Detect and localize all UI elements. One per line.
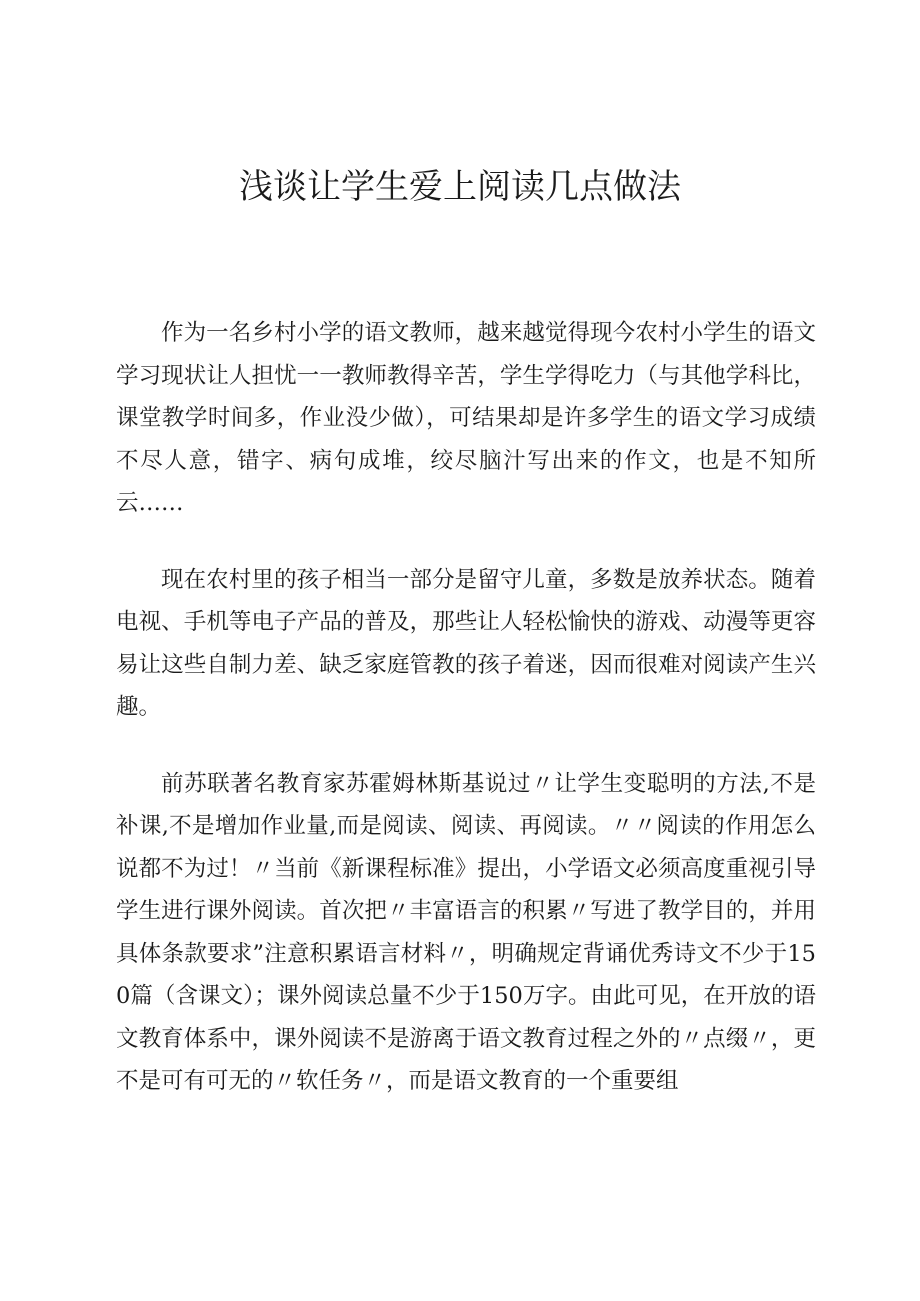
- paragraph-rural-children: 现在农村里的孩子相当一部分是留守儿童，多数是放养状态。随着电视、手机等电子产品的普及，那些让人轻松愉快的游戏、动漫等更容易让这些自制力差、缺乏家庭管教的孩子着迷，因而很难对阅读产生兴趣。: [116, 566, 816, 720]
- document-body: [116, 312, 816, 1137]
- document-title: 浅谈让学生爱上阅读几点做法: [239, 167, 681, 207]
- paragraph-intro: 作为一名乡村小学的语文教师，越来越觉得现今农村小学生的语文学习现状让人担忧一一教师教得辛苦，学生学得吃力（与其他学科比，课堂教学时间多，作业没少做），可结果却是许多学生的语文学习成绩不尽人意，错字、病句成堆，绞尽脑汁写出来的作文，也是不知所云……: [116, 320, 816, 516]
- paragraph-reading-importance: 前苏联著名教育家苏霍姆林斯基说过〃让学生变聪明的方法,不是补课,不是增加作业量,而是阅读、阅读、再阅读。〃〃阅读的作用怎么说都不为过！〃当前《新课程标准》提出，小学语文必须高度重视引导学生进行课外阅读。首次把〃丰富语言的积累〃写进了教学目的，并用具体条款要求”注意积累语言材料〃，明确规定背诵优秀诗文不少于150篇（含课文）；课外阅读总量不少于150万字。由此可见，在开放的语文教育体系中，课外阅读不是游离于语文教育过程之外的〃点缀〃，更不是可有可无的〃软任务〃，而是语文教育的一个重要组: [116, 770, 816, 1094]
